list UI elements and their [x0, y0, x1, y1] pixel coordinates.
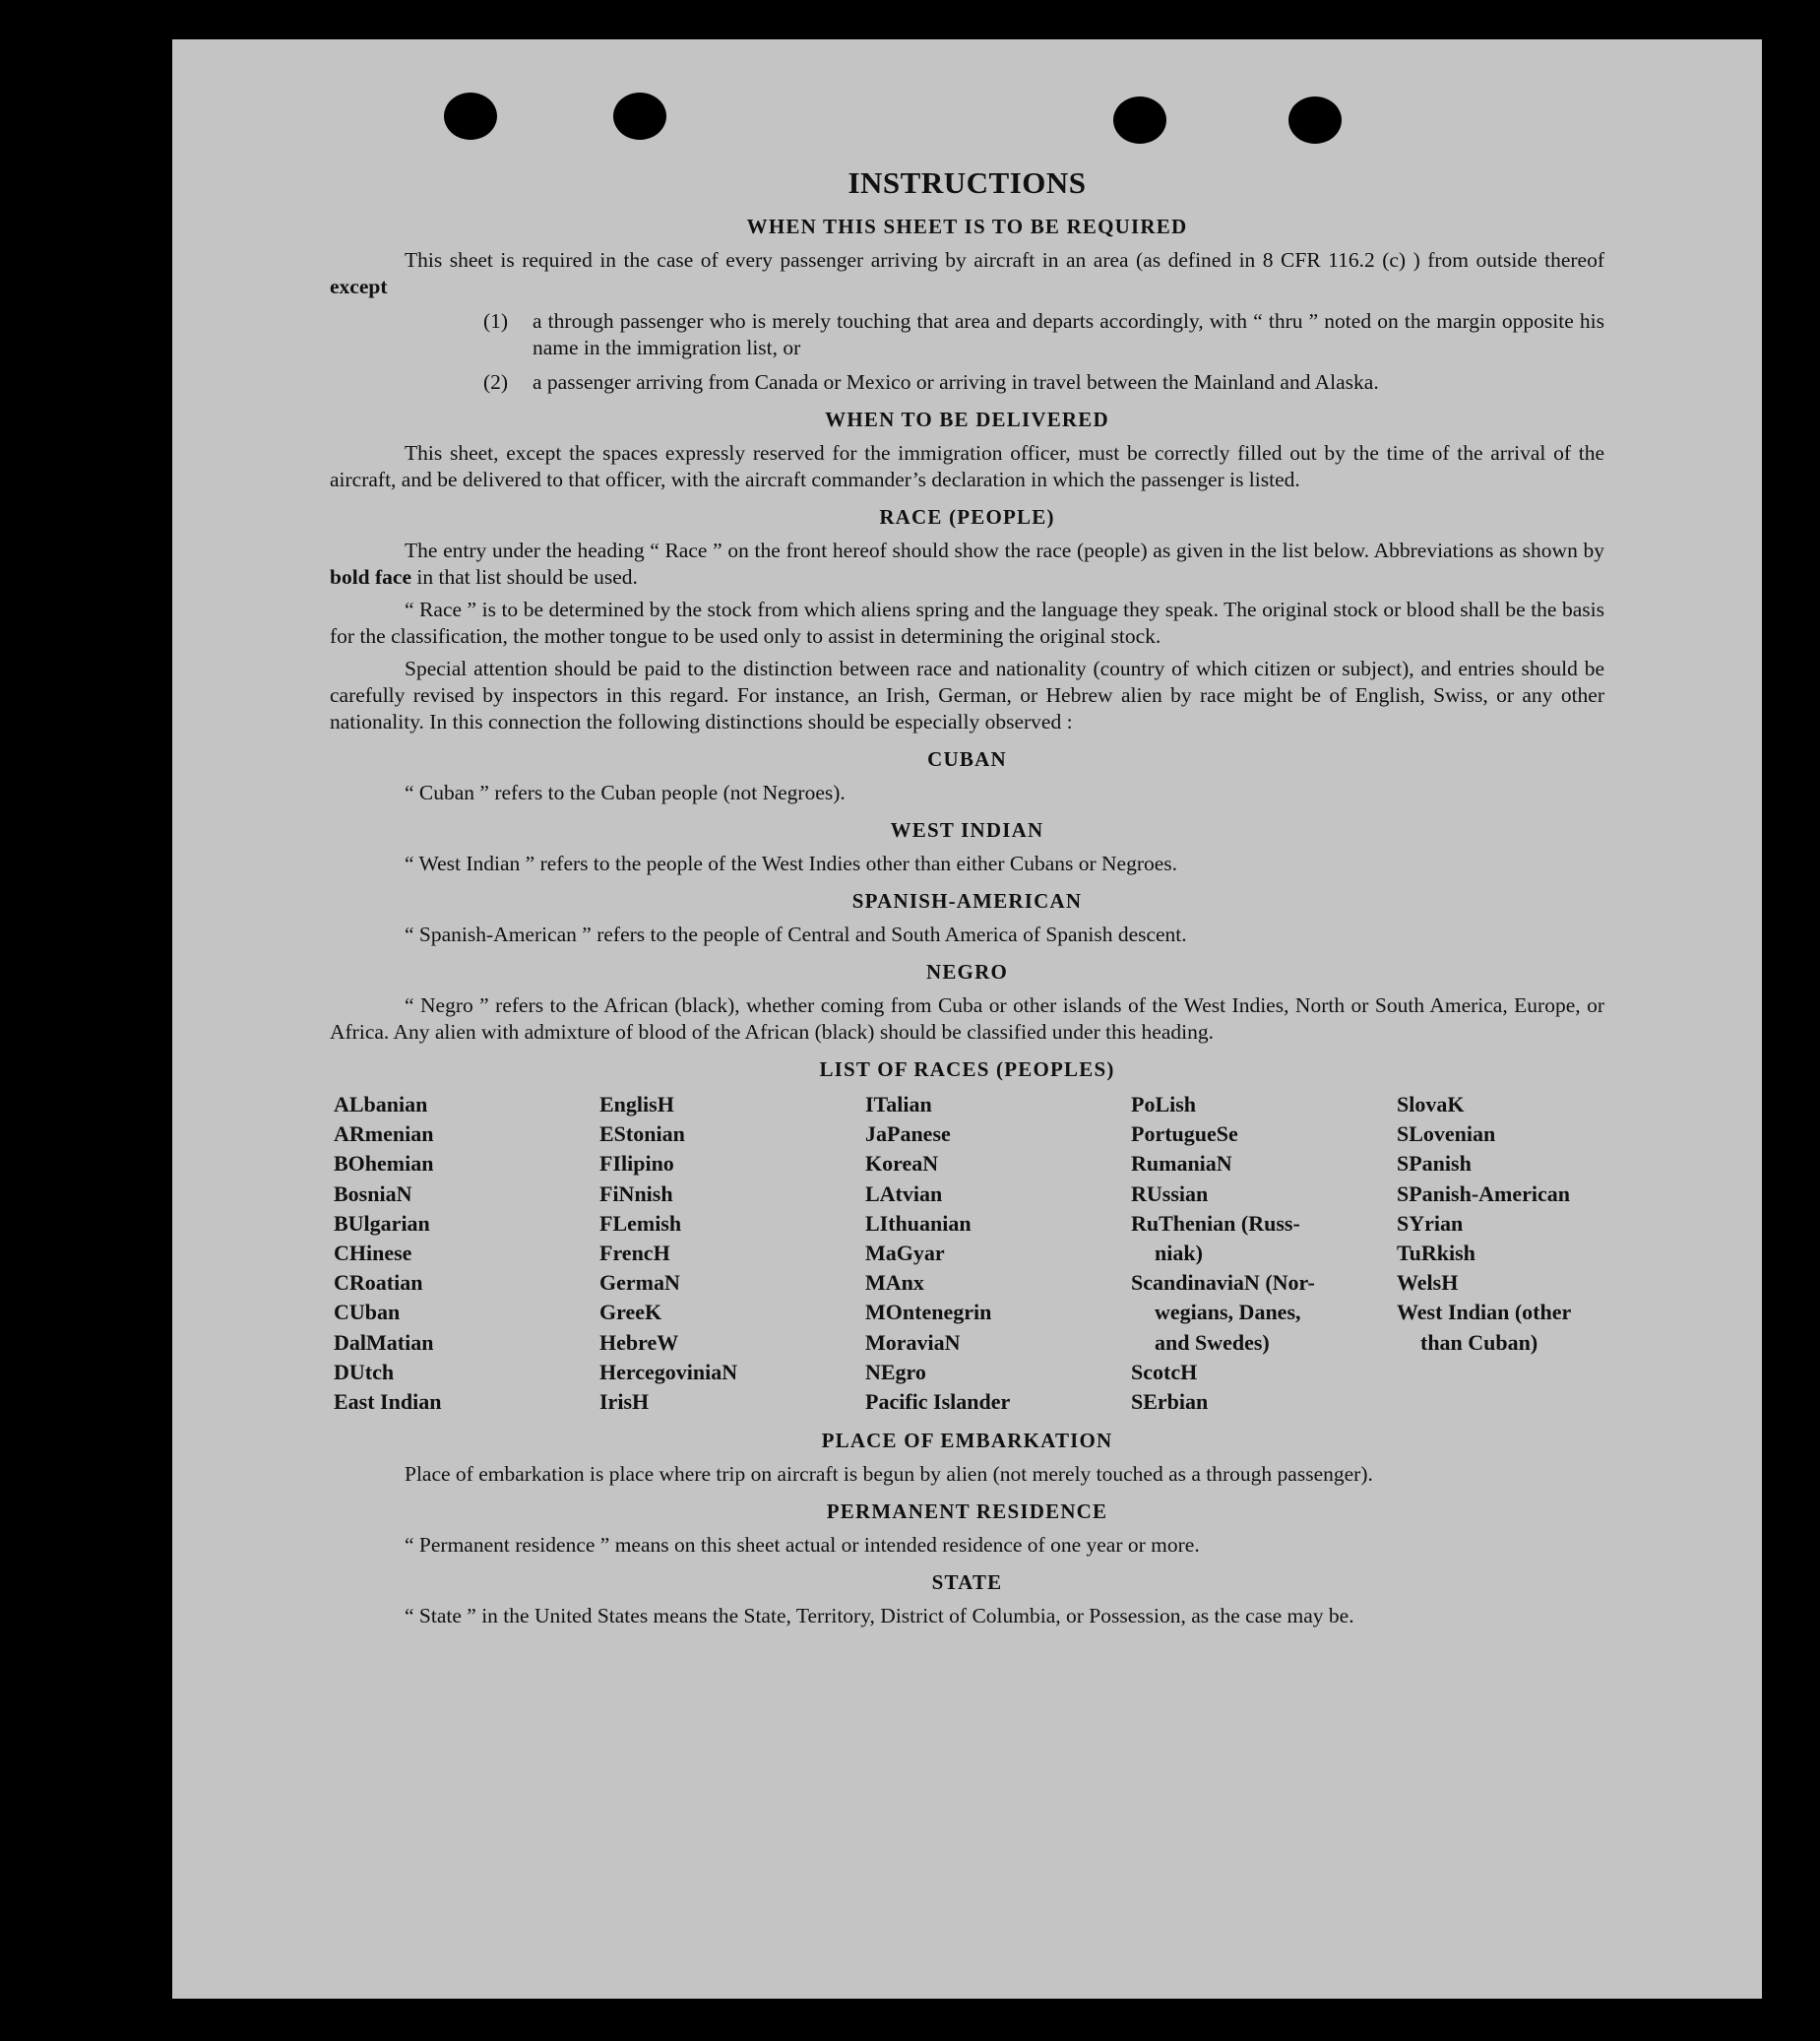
punch-hole [1288, 96, 1342, 144]
race-entry: SLovenian [1397, 1121, 1496, 1147]
race-entry: RumaniaN [1131, 1151, 1232, 1177]
heading-negro: NEGRO [925, 960, 1008, 984]
delivered-text: This sheet, except the spaces expressly reserved for the immigration officer, must be correctly filled out by the time of the arrival of the aircraft, and be delivered to that officer, with the aircraft commander’s declaration in which the passenger is listed. [330, 441, 1604, 491]
race-entry: SYrian [1397, 1210, 1464, 1236]
race-entry: RUssian [1131, 1180, 1209, 1206]
race-entry: Pacific Islander [865, 1389, 1011, 1415]
race-entry: CHinese [334, 1241, 412, 1266]
race-entry: FLemish [599, 1210, 682, 1236]
item-number: (1) [483, 309, 509, 333]
race-entry: MAnx [865, 1270, 924, 1296]
race-entry: CRoatian [334, 1270, 423, 1296]
race-entry: BUlgarian [334, 1210, 430, 1236]
race-entry: ALbanian [334, 1092, 428, 1116]
race-entry: SPanish [1397, 1151, 1472, 1177]
race-entry: DalMatian [334, 1329, 434, 1355]
race-entry: DUtch [334, 1359, 395, 1384]
races-column [865, 1090, 1131, 1417]
race-entry: TuRkish [1397, 1241, 1475, 1266]
race-entry: LIthuanian [865, 1210, 972, 1236]
heading-race: RACE (PEOPLE) [879, 505, 1055, 529]
race-entry: ScandinaviaN (Nor- [1131, 1270, 1315, 1296]
race-entry: JaPanese [865, 1121, 951, 1147]
required-item [483, 369, 1604, 396]
races-column [599, 1090, 865, 1417]
race-paragraph-1 [330, 538, 1604, 591]
heading-embarkation: PLACE OF EMBARKATION [821, 1429, 1113, 1453]
required-intro-bold: except [330, 275, 388, 298]
race-entry: RuThenian (Russ- [1131, 1210, 1300, 1236]
race-p1-end: in that list should be used. [416, 565, 638, 589]
race-entry: wegians, Danes, [1155, 1300, 1301, 1325]
race-entry: than Cuban) [1420, 1329, 1538, 1355]
spanish-american-text: “ Spanish-American ” refers to the people of Central and South America of Spanish descent. [405, 923, 1187, 946]
race-entry: EStonian [599, 1121, 685, 1147]
residence-text: “ Permanent residence ” means on this sheet actual or intended residence of one year or more. [405, 1533, 1200, 1558]
required-item [483, 308, 1604, 361]
race-entry: niak) [1155, 1241, 1203, 1266]
race-entry: EnglisH [599, 1092, 674, 1116]
race-paragraph-3: Special attention should be paid to the distinction between race and nationality (country of which citizen or subject), and entries should be carefully revised by inspectors in this regard. For instance, an Irish, German, or Hebrew alien by race might be of English, Swiss, or any other nationality. In this connection the following distinctions should be especially observed : [330, 657, 1604, 733]
race-entry: SlovaK [1397, 1092, 1465, 1116]
heading-delivered: WHEN TO BE DELIVERED [825, 408, 1109, 431]
race-paragraph-2: “ Race ” is to be determined by the stock from which aliens spring and the language they speak. The original stock or blood shall be the basis for the classification, the mother tongue to be used only to assist in determining the original stock. [330, 598, 1604, 648]
heading-state: STATE [931, 1570, 1003, 1595]
races-column [334, 1090, 599, 1417]
heading-spanish-american: SPANISH-AMERICAN [851, 889, 1083, 913]
race-entry: MaGyar [865, 1241, 945, 1266]
heading-cuban: CUBAN [927, 747, 1007, 771]
race-entry: KoreaN [865, 1151, 939, 1177]
negro-text: “ Negro ” refers to the African (black), whether coming from Cuba or other islands of the West Indies, North or South America, Europe, or Africa. Any alien with admixture of blood of the African (black) should be classified under this heading. [330, 993, 1604, 1044]
race-entry: SErbian [1131, 1389, 1209, 1415]
race-entry: GreeK [599, 1300, 662, 1325]
race-entry: HercegoviniaN [599, 1359, 738, 1384]
race-entry: ScotcH [1131, 1359, 1198, 1384]
embarkation-text: Place of embarkation is place where trip on aircraft is begun by alien (not merely touched as a through passenger). [405, 1462, 1373, 1487]
race-entry: PortugueSe [1131, 1121, 1238, 1147]
race-entry: HebreW [599, 1329, 679, 1355]
race-p1-bold: bold face [330, 565, 412, 589]
race-entry: GermaN [599, 1270, 680, 1296]
race-entry: and Swedes) [1155, 1329, 1270, 1355]
heading-required: WHEN THIS SHEET IS TO BE REQUIRED [746, 215, 1188, 238]
race-entry: SPanish-American [1397, 1180, 1570, 1206]
page-title: INSTRUCTIONS [847, 165, 1087, 200]
races-column [1397, 1090, 1618, 1417]
punch-hole [613, 93, 666, 140]
race-entry: FIlipino [599, 1151, 674, 1177]
race-entry: MoraviaN [865, 1329, 961, 1355]
document-sheet [172, 39, 1762, 1999]
race-entry: BOhemian [334, 1151, 434, 1177]
race-entry: CUban [334, 1300, 401, 1325]
heading-west-indian: WEST INDIAN [890, 818, 1044, 842]
punch-hole [1113, 96, 1166, 144]
race-entry: East Indian [334, 1389, 442, 1415]
west-indian-text: “ West Indian ” refers to the people of the West Indies other than either Cubans or Negroes. [405, 852, 1178, 875]
race-entry: LAtvian [865, 1180, 943, 1206]
race-entry: ARmenian [334, 1121, 434, 1147]
race-entry: MOntenegrin [865, 1300, 992, 1325]
race-p1-start: The entry under the heading “ Race ” on the front hereof should show the race (people) as given in the list below. Abbreviations as shown by [405, 539, 1604, 562]
race-entry: West Indian (other [1397, 1300, 1572, 1325]
punch-hole [444, 93, 497, 140]
race-entry: ITalian [865, 1092, 932, 1116]
item-text: a passenger arriving from Canada or Mexico or arriving in travel between the Mainland and Alaska. [533, 370, 1379, 394]
races-list [334, 1090, 1604, 1417]
state-text: “ State ” in the United States means the State, Territory, District of Columbia, or Possession, as the case may be. [405, 1604, 1354, 1628]
race-entry: BosniaN [334, 1180, 412, 1206]
heading-permanent-residence: PERMANENT RESIDENCE [826, 1499, 1108, 1524]
race-entry: PoLish [1131, 1092, 1197, 1116]
race-entry: FiNnish [599, 1180, 673, 1206]
race-entry: IrisH [599, 1389, 650, 1415]
instructions-body [330, 165, 1604, 1635]
cuban-text: “ Cuban ” refers to the Cuban people (not Negroes). [405, 781, 846, 804]
race-entry: FrencH [599, 1241, 670, 1266]
race-entry: NEgro [865, 1359, 926, 1384]
races-column [1131, 1090, 1397, 1417]
item-number: (2) [483, 370, 509, 394]
required-intro-text: This sheet is required in the case of every passenger arriving by aircraft in an area (as defined in 8 CFR 116.2 (c) ) from outside thereof [405, 248, 1604, 272]
race-entry: WelsH [1397, 1270, 1459, 1296]
required-intro [330, 247, 1604, 300]
item-text: a through passenger who is merely touching that area and departs accordingly, with “ thru ” noted on the margin opposite his name in the immigration list, or [533, 309, 1604, 359]
heading-list-of-races: LIST OF RACES (PEOPLES) [819, 1057, 1115, 1081]
